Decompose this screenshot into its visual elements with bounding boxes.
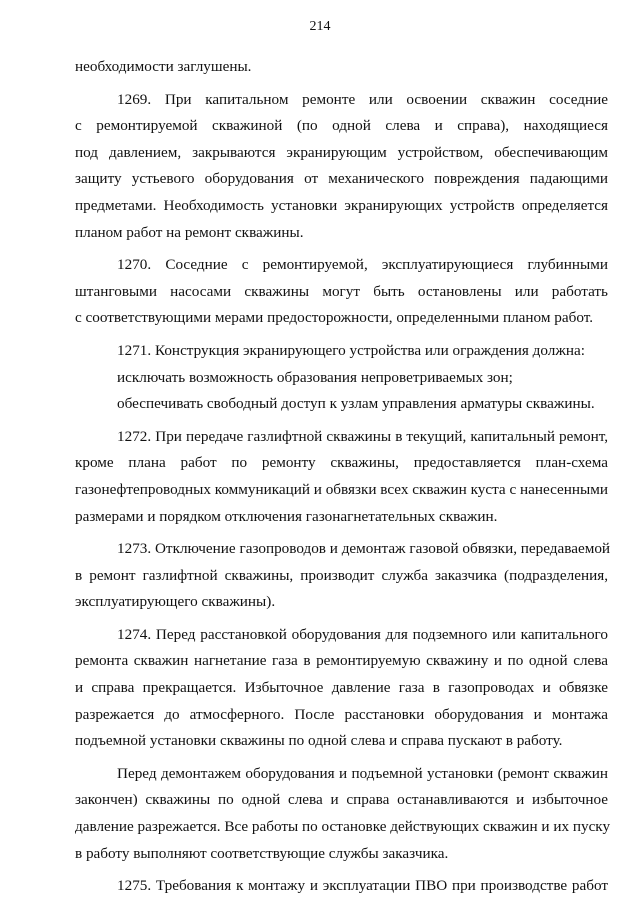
text-line: с ремонтируемой скважиной (по одной слева и справа), находящиеся (75, 117, 608, 135)
text-line: планом работ на ремонт скважины. (75, 223, 304, 241)
document-body (75, 54, 611, 900)
text-line: кроме плана работ по ремонту скважины, предоставляется план-схема (75, 454, 608, 472)
paragraph-1275 (75, 873, 608, 900)
text-line: в работу выполняют соответствующие службы заказчика. (75, 844, 449, 862)
text-line: защиту устьевого оборудования от механического повреждения падающими (75, 170, 608, 188)
text-line: 1270. Соседние с ремонтируемой, эксплуатирующиеся глубинными (117, 256, 608, 274)
text-line: 1272. При передаче газлифтной скважины в текущий, капитальный ремонт, (117, 427, 608, 445)
text-line: газонефтепроводных коммуникаций и обвязки всех скважин куста с нанесенными (75, 480, 608, 498)
text-line: в ремонт газлифтной скважины, производит служба заказчика (подразделения, (75, 566, 608, 584)
text-line: разрежается до атмосферного. После расстановки оборудования и монтажа (75, 705, 608, 723)
page-number: 214 (309, 19, 331, 34)
paragraph-1274-continued (75, 761, 611, 867)
text-line: 1274. Перед расстановкой оборудования для подземного или капитального (117, 625, 608, 643)
text-line: обеспечивать свободный доступ к узлам управления арматуры скважины. (117, 395, 595, 413)
list-item (75, 365, 608, 392)
text-line: 1269. При капитальном ремонте или освоении скважин соседние (117, 90, 608, 108)
text-line: эксплуатирующего скважины). (75, 593, 276, 611)
text-line: давление разрежается. Все работы по остановке действующих скважин и их пуску (75, 818, 611, 836)
paragraph-continuation (75, 54, 608, 81)
list-item (75, 391, 608, 418)
text-line: подъемной установки скважины по одной слева и справа пускают в работу. (75, 732, 563, 750)
text-line: и справа прекращается. Избыточное давление газа в газопроводах и обвязке (75, 679, 608, 697)
text-line: штанговыми насосами скважины могут быть остановлены или работать (75, 282, 608, 300)
paragraph-1274 (75, 622, 608, 755)
text-line: 1271. Конструкция экранирующего устройства или ограждения должна: (117, 341, 585, 359)
text-line: необходимости заглушены. (75, 58, 252, 75)
text-line: закончен) скважины по одной слева и справа останавливаются и избыточное (75, 791, 608, 809)
text-line: предметами. Необходимость установки экранирующих устройств определяется (75, 196, 608, 214)
text-line: под давлением, закрываются экранирующим устройством, обеспечивающим (75, 143, 608, 161)
text-line: Перед демонтажем оборудования и подъемной установки (ремонт скважин (117, 764, 608, 782)
text-line: 1273. Отключение газопроводов и демонтаж газовой обвязки, передаваемой (117, 540, 611, 558)
text-line: исключать возможность образования непроветриваемых зон; (117, 368, 513, 386)
text-line: 1275. Требования к монтажу и эксплуатации ПВО при производстве работ (117, 877, 608, 895)
paragraph-1269 (75, 87, 608, 247)
paragraph-1273 (75, 536, 611, 616)
paragraph-1272 (75, 424, 608, 530)
paragraph-1270 (75, 252, 608, 332)
paragraph-1271 (75, 338, 608, 365)
text-line: с соответствующими мерами предосторожности, определенными планом работ. (75, 309, 594, 327)
text-line: ремонта скважин нагнетание газа в ремонтируемую скважину и по одной слева (75, 652, 608, 670)
text-line: размерами и порядком отключения газонагнетательных скважин. (75, 507, 498, 525)
